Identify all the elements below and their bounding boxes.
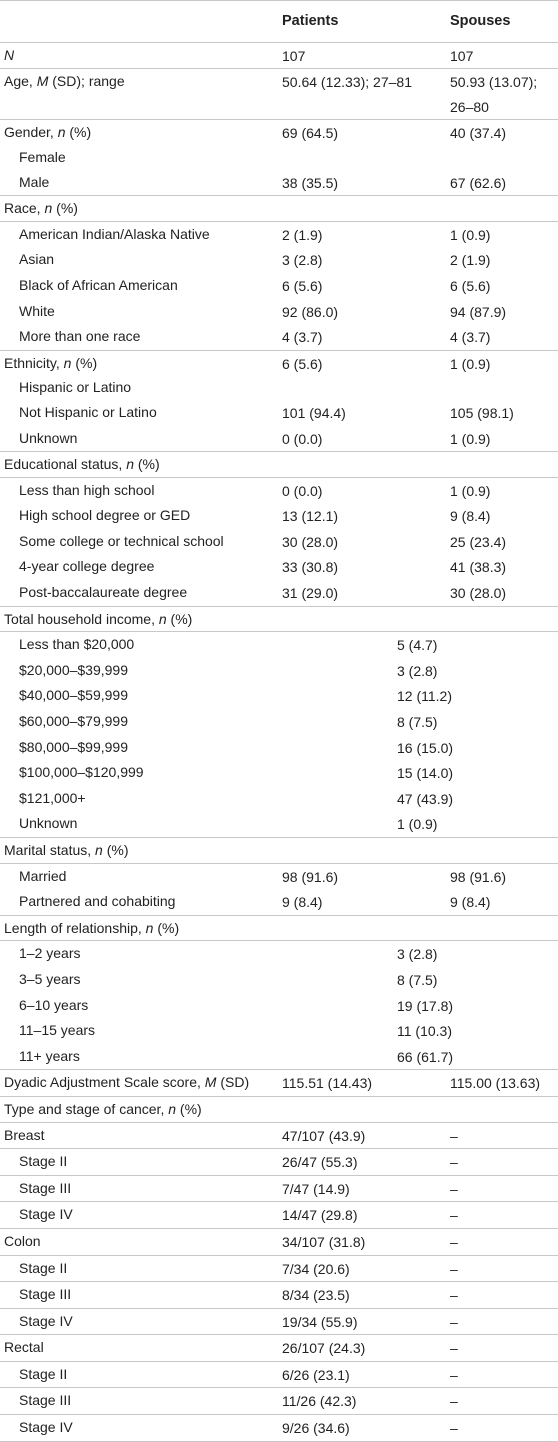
spouses-value: 98 (91.6) xyxy=(450,868,507,885)
patients-value: 0 (0.0) xyxy=(282,482,323,499)
patients-value: 9/26 (34.6) xyxy=(282,1415,450,1442)
row-label xyxy=(0,554,282,580)
table-row xyxy=(0,196,558,222)
row-label xyxy=(0,477,282,503)
italic-symbol: M xyxy=(36,73,49,90)
row-label-line: 1–2 years xyxy=(19,945,81,962)
italic-symbol: n xyxy=(57,124,66,141)
row-label xyxy=(0,350,282,400)
row-label-line: 3–5 years xyxy=(19,970,81,987)
patients-value: 26/107 (24.3) xyxy=(282,1335,450,1362)
combined-value: 47 (43.9) xyxy=(397,790,454,807)
row-label-line: Stage IV xyxy=(19,1419,73,1436)
patients-value: 31 (29.0) xyxy=(282,580,450,606)
row-sublabel: Female xyxy=(19,148,66,165)
row-label xyxy=(0,196,282,222)
spouses-value: 41 (38.3) xyxy=(450,559,507,576)
table-row xyxy=(0,735,558,761)
row-label xyxy=(0,1175,282,1202)
patients-value: 34/107 (31.8) xyxy=(282,1228,450,1255)
spouses-value: 105 (98.1) xyxy=(450,404,514,421)
row-label-line: 6–10 years xyxy=(19,996,89,1013)
italic-symbol: n xyxy=(126,456,134,473)
table-row xyxy=(0,580,558,606)
table-row xyxy=(0,247,558,273)
row-label xyxy=(0,1202,282,1229)
combined-value: 3 (2.8) xyxy=(397,662,438,679)
row-label-line: Length of relationship, n (%) xyxy=(4,919,180,936)
italic-symbol: n xyxy=(44,200,53,217)
spouses-value: 40 (37.4) xyxy=(450,125,507,142)
row-label-line: Age, M (SD); range xyxy=(4,73,125,90)
row-label xyxy=(0,993,282,1019)
patients-value: 26/47 (55.3) xyxy=(282,1149,450,1176)
patients-value: 7/47 (14.9) xyxy=(282,1175,450,1202)
combined-value: 15 (14.0) xyxy=(397,765,454,782)
row-label-line: Married xyxy=(19,867,67,884)
spouses-value: 50.93 (13.07); 26–80 xyxy=(450,69,558,120)
patients-value: 6 (5.6) xyxy=(282,277,323,294)
table-row xyxy=(0,400,558,426)
row-label xyxy=(0,683,282,709)
patients-value: 92 (86.0) xyxy=(282,303,339,320)
combined-value: 8 (7.5) xyxy=(397,714,438,731)
table-row xyxy=(0,1282,558,1309)
row-label xyxy=(0,1149,282,1176)
row-label-line: Educational status, n (%) xyxy=(4,456,160,473)
table-row xyxy=(0,273,558,299)
table-row xyxy=(0,1149,558,1176)
row-label xyxy=(0,1255,282,1282)
combined-value: 11 (10.3) xyxy=(397,1023,452,1040)
row-label-line: $100,000–$120,999 xyxy=(19,764,144,781)
spouses-value: 115.00 (13.63) xyxy=(450,1070,558,1097)
table-row xyxy=(0,503,558,529)
patients-value: 9 (8.4) xyxy=(282,889,450,915)
spouses-value xyxy=(450,196,558,222)
patients-value: 101 (94.4) xyxy=(282,404,346,421)
spouses-value xyxy=(450,838,558,864)
row-label-line: Ethnicity, n (%) xyxy=(4,354,98,371)
spouses-value: 2 (1.9) xyxy=(450,252,491,269)
combined-value: 16 (15.0) xyxy=(397,739,454,756)
patients-value: 50.64 (12.33); 27–81 xyxy=(282,69,450,120)
combined-value: 5 (4.7) xyxy=(397,637,438,654)
patients-value: 47/107 (43.9) xyxy=(282,1122,450,1149)
patients-value: 107 xyxy=(282,42,450,69)
table-row xyxy=(0,1308,558,1335)
row-label-line: American Indian/Alaska Native xyxy=(19,225,210,242)
row-label xyxy=(0,221,282,247)
row-label xyxy=(0,658,282,684)
combined-value: 66 (61.7) xyxy=(282,1044,558,1070)
spouses-value xyxy=(450,915,558,941)
patients-value: 19/34 (55.9) xyxy=(282,1308,450,1335)
row-label xyxy=(0,1335,282,1362)
patients-value: 38 (35.5) xyxy=(282,170,450,196)
patients-value: 11/26 (42.3) xyxy=(282,1388,450,1415)
row-label-line: Stage III xyxy=(19,1392,72,1409)
row-label-line: Unknown xyxy=(19,429,78,446)
spouses-value: 6 (5.6) xyxy=(450,277,491,294)
table-row xyxy=(0,529,558,555)
table-row xyxy=(0,221,558,247)
row-label xyxy=(0,632,282,658)
table-row xyxy=(0,452,558,478)
row-label xyxy=(0,1308,282,1335)
combined-value: 19 (17.8) xyxy=(397,997,454,1014)
combined-value: 12 (11.2) xyxy=(397,688,452,705)
italic-symbol: n xyxy=(145,919,154,936)
row-label xyxy=(0,735,282,761)
spouses-value: 25 (23.4) xyxy=(450,533,507,550)
table-row xyxy=(0,299,558,325)
row-label-line: Unknown xyxy=(19,815,78,832)
row-label-line: Gender, n (%) xyxy=(4,124,92,141)
spouses-value: – xyxy=(450,1122,558,1149)
spouses-value: – xyxy=(450,1149,558,1176)
patients-value: 98 (91.6) xyxy=(282,868,339,885)
patients-value: 33 (30.8) xyxy=(282,559,339,576)
row-label-line: High school degree or GED xyxy=(19,507,191,524)
row-label-line: Less than $20,000 xyxy=(19,636,135,653)
row-label xyxy=(0,273,282,299)
row-label xyxy=(0,606,282,632)
row-label xyxy=(0,580,282,606)
table-row xyxy=(0,1228,558,1255)
spouses-value: – xyxy=(450,1415,558,1442)
row-label xyxy=(0,1388,282,1415)
spouses-value: – xyxy=(450,1255,558,1282)
patients-value: 0 (0.0) xyxy=(282,426,450,452)
patients-value xyxy=(282,838,450,864)
row-label-line: Stage III xyxy=(19,1179,72,1196)
row-label xyxy=(0,69,282,120)
row-label xyxy=(0,786,282,812)
table-row xyxy=(0,120,558,170)
combined-value: 3 (2.8) xyxy=(397,946,438,963)
table-row xyxy=(0,863,558,889)
table-row xyxy=(0,915,558,941)
row-label-line: Stage III xyxy=(19,1286,72,1303)
italic-symbol: M xyxy=(204,1074,217,1091)
row-label-line: Dyadic Adjustment Scale score, M (SD) xyxy=(4,1074,250,1091)
row-label xyxy=(0,1070,282,1097)
row-label-line: 11–15 years xyxy=(19,1022,96,1039)
table-row xyxy=(0,760,558,786)
table-row xyxy=(0,838,558,864)
row-label xyxy=(0,120,282,170)
row-label-line: Type and stage of cancer, n (%) xyxy=(4,1100,202,1117)
row-label-line: Male xyxy=(19,173,50,190)
row-label xyxy=(0,941,282,967)
row-label-line: $40,000–$59,999 xyxy=(19,687,128,704)
spouses-value: – xyxy=(450,1282,558,1309)
spouses-value xyxy=(450,1096,558,1122)
row-label-line: Post-baccalaureate degree xyxy=(19,584,188,601)
spouses-value: 107 xyxy=(450,42,558,69)
row-label xyxy=(0,324,282,350)
row-label-line: Black of African American xyxy=(19,276,178,293)
row-label xyxy=(0,1018,282,1044)
table-row xyxy=(0,170,558,196)
table-row xyxy=(0,993,558,1019)
spouses-value: – xyxy=(450,1388,558,1415)
row-label xyxy=(0,760,282,786)
row-label xyxy=(0,709,282,735)
row-label xyxy=(0,1282,282,1309)
spouses-value: 30 (28.0) xyxy=(450,580,558,606)
spouses-value: 94 (87.9) xyxy=(450,303,507,320)
spouses-value: 1 (0.9) xyxy=(450,426,558,452)
row-label xyxy=(0,1361,282,1388)
spouses-value: 9 (8.4) xyxy=(450,889,558,915)
row-label xyxy=(0,1228,282,1255)
table-row xyxy=(0,426,558,452)
spouses-value: 1 (0.9) xyxy=(450,226,491,243)
spouses-value: 9 (8.4) xyxy=(450,508,491,525)
table-row xyxy=(0,350,558,400)
row-label-line: Colon xyxy=(4,1232,41,1249)
table-row xyxy=(0,1255,558,1282)
table-row xyxy=(0,1202,558,1229)
row-label xyxy=(0,247,282,273)
row-label xyxy=(0,863,282,889)
spouses-value: – xyxy=(450,1361,558,1388)
row-label-line: 11+ years xyxy=(19,1047,80,1064)
table-row xyxy=(0,324,558,350)
patients-value: 6 (5.6) xyxy=(282,355,323,372)
spouses-value: – xyxy=(450,1335,558,1362)
spouses-value xyxy=(450,452,558,478)
table-row xyxy=(0,709,558,735)
row-label-line: Asian xyxy=(19,251,55,268)
row-label-line: Some college or technical school xyxy=(19,532,224,549)
patients-value: 7/34 (20.6) xyxy=(282,1255,450,1282)
patients-value: 14/47 (29.8) xyxy=(282,1202,450,1229)
row-label-line: Stage II xyxy=(19,1365,68,1382)
spouses-value: – xyxy=(450,1175,558,1202)
patients-value: 115.51 (14.43) xyxy=(282,1070,450,1097)
row-label-line: Total household income, n (%) xyxy=(4,610,193,627)
table-row xyxy=(0,658,558,684)
row-sublabel: Hispanic or Latino xyxy=(19,379,132,396)
row-label-line: 4-year college degree xyxy=(19,558,155,575)
table-row xyxy=(0,889,558,915)
table-row xyxy=(0,1044,558,1070)
patients-value: 13 (12.1) xyxy=(282,508,339,525)
patients-value xyxy=(282,606,450,632)
patients-value: 8/34 (23.5) xyxy=(282,1282,450,1309)
spouses-value: 67 (62.6) xyxy=(450,170,558,196)
italic-symbol: n xyxy=(168,1100,177,1117)
row-label xyxy=(0,400,282,426)
row-label-line: $121,000+ xyxy=(19,789,86,806)
table-row xyxy=(0,811,558,837)
patients-value: 3 (2.8) xyxy=(282,252,323,269)
patients-value xyxy=(282,452,450,478)
row-label-line: White xyxy=(19,302,55,319)
row-label-line: Less than high school xyxy=(19,481,155,498)
patients-value: 30 (28.0) xyxy=(282,533,339,550)
header-label-column xyxy=(0,1,282,43)
patients-value xyxy=(282,915,450,941)
table-row xyxy=(0,786,558,812)
row-label-line: Stage II xyxy=(19,1153,68,1170)
row-label-line xyxy=(4,43,282,68)
patients-value xyxy=(282,1096,450,1122)
table-body xyxy=(0,42,558,1441)
table-row xyxy=(0,1096,558,1122)
combined-value: 8 (7.5) xyxy=(397,971,438,988)
row-label-line: $80,000–$99,999 xyxy=(19,738,128,755)
table-header-row xyxy=(0,1,558,43)
italic-symbol: n xyxy=(95,842,103,858)
patients-value: 69 (64.5) xyxy=(282,125,339,142)
row-label xyxy=(0,170,282,196)
row-label-line: Partnered and cohabiting xyxy=(19,893,176,910)
row-label xyxy=(0,452,282,478)
patients-value: 2 (1.9) xyxy=(282,226,323,243)
italic-symbol: n xyxy=(158,610,167,627)
row-label xyxy=(0,42,282,69)
patients-value xyxy=(282,196,450,222)
table-row xyxy=(0,632,558,658)
row-label-line: $60,000–$79,999 xyxy=(19,713,128,730)
spouses-value: 1 (0.9) xyxy=(450,355,491,372)
table-row xyxy=(0,1070,558,1097)
spouses-value: – xyxy=(450,1308,558,1335)
row-label xyxy=(0,967,282,993)
table-row xyxy=(0,941,558,967)
row-label-line: Rectal xyxy=(4,1339,44,1356)
spouses-value: 1 (0.9) xyxy=(450,482,491,499)
header-patients: Patients xyxy=(282,1,450,43)
row-label-line: Not Hispanic or Latino xyxy=(19,403,157,420)
row-label xyxy=(0,811,282,837)
row-label xyxy=(0,1096,282,1122)
table-row xyxy=(0,967,558,993)
spouses-value xyxy=(450,606,558,632)
row-label-line: Stage II xyxy=(19,1259,68,1276)
row-label-line: $20,000–$39,999 xyxy=(19,661,128,678)
row-label xyxy=(0,889,282,915)
row-label xyxy=(0,915,282,941)
table-row xyxy=(0,606,558,632)
row-label-line: Stage IV xyxy=(19,1312,73,1329)
table-row xyxy=(0,1361,558,1388)
row-label xyxy=(0,529,282,555)
spouses-value: 4 (3.7) xyxy=(450,324,558,350)
table-row xyxy=(0,1175,558,1202)
row-label-line: Race, n (%) xyxy=(4,200,78,217)
row-label-line: Marital status, n (%) xyxy=(4,842,129,858)
table-row xyxy=(0,69,558,120)
row-label-line: Stage IV xyxy=(19,1206,73,1223)
table-row xyxy=(0,1388,558,1415)
header-spouses: Spouses xyxy=(450,1,558,43)
row-label xyxy=(0,1044,282,1070)
row-label-line: Breast xyxy=(4,1126,45,1143)
spouses-value: – xyxy=(450,1228,558,1255)
row-label-line: More than one race xyxy=(19,328,141,345)
patients-value: 4 (3.7) xyxy=(282,324,450,350)
table-row xyxy=(0,683,558,709)
spouses-value: – xyxy=(450,1202,558,1229)
row-label xyxy=(0,426,282,452)
table-row xyxy=(0,1122,558,1149)
italic-symbol: n xyxy=(63,354,72,371)
patients-value: 6/26 (23.1) xyxy=(282,1361,450,1388)
row-label xyxy=(0,838,282,864)
row-label xyxy=(0,503,282,529)
table-row xyxy=(0,554,558,580)
row-label xyxy=(0,299,282,325)
table-row xyxy=(0,1335,558,1362)
italic-symbol: N xyxy=(4,46,15,63)
table-row xyxy=(0,42,558,69)
combined-value: 1 (0.9) xyxy=(282,811,558,837)
table-row xyxy=(0,477,558,503)
table-row xyxy=(0,1018,558,1044)
row-label xyxy=(0,1122,282,1149)
